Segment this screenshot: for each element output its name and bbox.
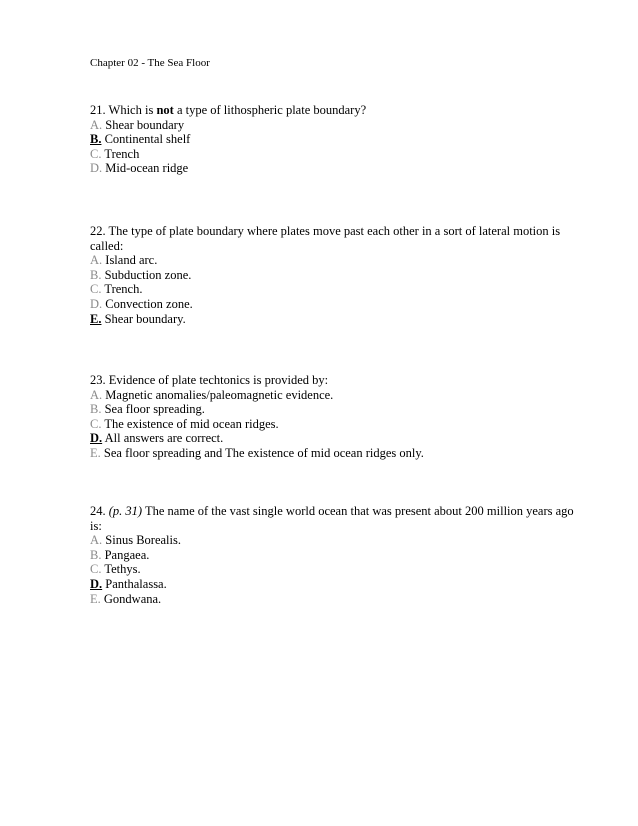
question-stem [90, 373, 580, 388]
option-text: The existence of mid ocean ridges. [104, 416, 279, 431]
option-letter: C. [90, 282, 102, 297]
option-text: Shear boundary [105, 117, 185, 132]
answer-option-correct [90, 132, 580, 147]
question-text: Evidence of plate techtonics is provided by: [108, 373, 329, 387]
option-letter: C. [90, 146, 102, 161]
answer-option [90, 118, 580, 133]
option-letter: C. [90, 416, 102, 431]
answer-option-correct [90, 577, 580, 592]
option-letter: B. [90, 267, 102, 282]
option-text: Convection zone. [105, 296, 193, 311]
answer-option [90, 533, 580, 548]
option-letter: D. [90, 431, 103, 446]
answer-option [90, 592, 580, 607]
answer-option [90, 268, 580, 283]
question-stem [90, 504, 580, 533]
option-letter: A. [90, 117, 103, 132]
option-letter: B. [90, 132, 102, 147]
option-letter: B. [90, 547, 102, 562]
question-text: The name of the vast single world ocean that was present about 200 million years ago is: [90, 504, 574, 533]
question-21 [90, 103, 580, 176]
option-text: Gondwana. [103, 591, 162, 606]
answer-option [90, 147, 580, 162]
option-letter: A. [90, 387, 103, 402]
question-emphasis: not [156, 103, 174, 117]
question-22 [90, 224, 580, 326]
option-letter: E. [90, 445, 101, 460]
option-text: Island arc. [105, 253, 158, 268]
option-text: Sea floor spreading. [104, 402, 205, 417]
page-reference: (p. 31) [108, 504, 143, 518]
answer-option [90, 253, 580, 268]
question-number: 23. [90, 373, 106, 387]
option-text: Shear boundary. [104, 311, 186, 326]
answer-option-correct [90, 312, 580, 327]
option-letter: C. [90, 562, 102, 577]
option-letter: D. [90, 576, 103, 591]
question-number: 24. [90, 504, 106, 518]
option-text: Pangaea. [104, 547, 150, 562]
question-text: Which is [108, 103, 154, 117]
option-text: Panthalassa. [105, 576, 167, 591]
option-letter: E. [90, 311, 102, 326]
page-header: Chapter 02 - The Sea Floor [90, 57, 210, 69]
answer-option [90, 297, 580, 312]
question-24 [90, 504, 580, 606]
question-stem [90, 224, 580, 253]
answer-option [90, 548, 580, 563]
answer-option [90, 446, 580, 461]
option-text: Mid-ocean ridge [105, 161, 189, 176]
answer-option-correct [90, 431, 580, 446]
option-letter: B. [90, 402, 102, 417]
answer-option [90, 282, 580, 297]
question-stem [90, 103, 580, 118]
question-number: 22. [90, 224, 106, 238]
option-letter: D. [90, 296, 103, 311]
answer-option [90, 388, 580, 403]
option-letter: E. [90, 591, 101, 606]
question-text: a type of lithospheric plate boundary? [176, 103, 367, 117]
question-number: 21. [90, 103, 106, 117]
option-text: Tethys. [104, 562, 141, 577]
option-text: Sinus Borealis. [105, 533, 181, 548]
answer-option [90, 402, 580, 417]
option-letter: A. [90, 253, 103, 268]
answer-option [90, 161, 580, 176]
option-text: Trench [104, 146, 140, 161]
option-letter: A. [90, 533, 103, 548]
option-text: Subduction zone. [104, 267, 192, 282]
option-letter: D. [90, 161, 103, 176]
option-text: Magnetic anomalies/paleomagnetic evidence. [105, 387, 334, 402]
answer-option [90, 562, 580, 577]
option-text: Sea floor spreading and The existence of mid ocean ridges only. [103, 445, 424, 460]
question-text: The type of plate boundary where plates move past each other in a sort of lateral motion is called: [90, 224, 561, 253]
option-text: Trench. [104, 282, 143, 297]
option-text: All answers are correct. [104, 431, 224, 446]
question-23 [90, 373, 580, 461]
option-text: Continental shelf [104, 132, 191, 147]
answer-option [90, 417, 580, 432]
